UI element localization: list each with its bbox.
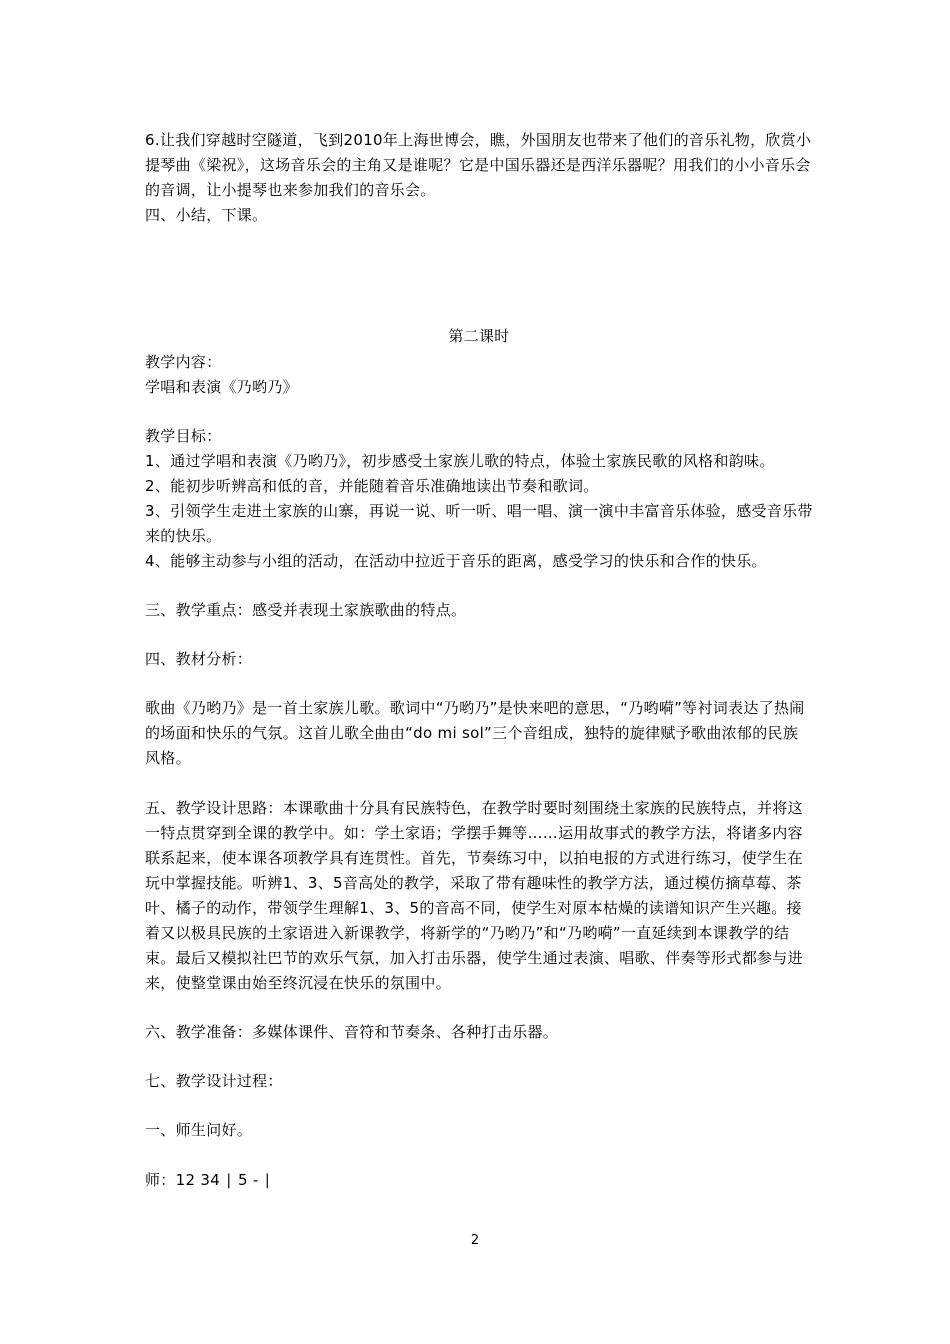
document-page [145, 0, 813, 1344]
heading-teaching-goals: 教学目标： [145, 427, 222, 445]
heading-material-analysis: 四、教材分析： [145, 650, 253, 668]
section-title: 第二课时 [448, 327, 510, 345]
page-number: 2 [470, 1233, 480, 1248]
goal-item-1: 1、通过学唱和表演《乃哟乃》，初步感受土家族儿歌的特点，体验土家族民歌的风格和韵味。 [145, 452, 775, 470]
paragraph-teaching-content: 学唱和表演《乃哟乃》 [145, 378, 299, 396]
paragraph-design-ideas: 五、教学设计思路：本课歌曲十分具有民族特色，在教学时要时刻围绕土家族的民族特点，并将这一特点贯穿到全课的教学中。如：学土家语；学摆手舞等……运用故事式的教学方法，将诸多内容联系起来，使本课各项教学具有连贯性。首先，节奏练习中，以拍电报的方式进行练习，使学生在玩中掌握技能。听辨1、3、5音高处的教学，采取了带有趣味性的教学方法，通过模仿摘草莓、茶叶、橘子的动作，带领学生理解1、3、5的音高不同，使学生对原本枯燥的读谱知识产生兴趣。接着又以极具民族的土家语进入新课教学，将新学的“乃哟乃”和“乃哟嗬”一直延续到本课教学的结束。最后又模拟社巴节的欢乐气氛，加入打击乐器，使学生通过表演、唱歌、伴奏等形式都参与进来，使整堂课由始至终沉浸在快乐的氛围中。 [145, 799, 803, 992]
paragraph-greeting: 一、师生问好。 [145, 1121, 253, 1139]
paragraph-preparation: 六、教学准备：多媒体课件、音符和节奏条、各种打击乐器。 [145, 1023, 559, 1041]
goal-item-3: 3、引领学生走进土家族的山寨，再说一说、听一听、唱一唱、演一演中丰富音乐体验，感受音乐带来的快乐。 [145, 502, 813, 545]
paragraph-summary: 四、小结，下课。 [145, 206, 268, 224]
paragraph-material-analysis: 歌曲《乃哟乃》是一首土家族儿歌。歌词中“乃哟乃”是快来吧的意思，“乃哟嗬”等衬词表达了热闹的场面和快乐的气氛。这首儿歌全曲由“do mi sol”三个音组成，独特的旋律赋予歌曲浓郁的民族风格。 [145, 699, 805, 767]
heading-key-points: 三、教学重点：感受并表现土家族歌曲的特点。 [145, 601, 467, 619]
heading-design-process: 七、教学设计过程： [145, 1072, 283, 1090]
goal-item-2: 2、能初步听辨高和低的音，并能随着音乐准确地读出节奏和歌词。 [145, 477, 599, 495]
paragraph-teacher-notation: 师：12 34 ∣ 5 - ∣ [145, 1171, 272, 1189]
paragraph-expo-activity: 6.让我们穿越时空隧道，飞到2010年上海世博会，瞧，外国朋友也带来了他们的音乐礼物，欣赏小提琴曲《梁祝》，这场音乐会的主角又是谁呢？它是中国乐器还是西洋乐器呢？用我们的小小音乐会的音调，让小提琴也来参加我们的音乐会。 [145, 131, 812, 199]
heading-teaching-content: 教学内容： [145, 353, 222, 371]
goal-item-4: 4、能够主动参与小组的活动，在活动中拉近于音乐的距离，感受学习的快乐和合作的快乐。 [145, 552, 767, 570]
